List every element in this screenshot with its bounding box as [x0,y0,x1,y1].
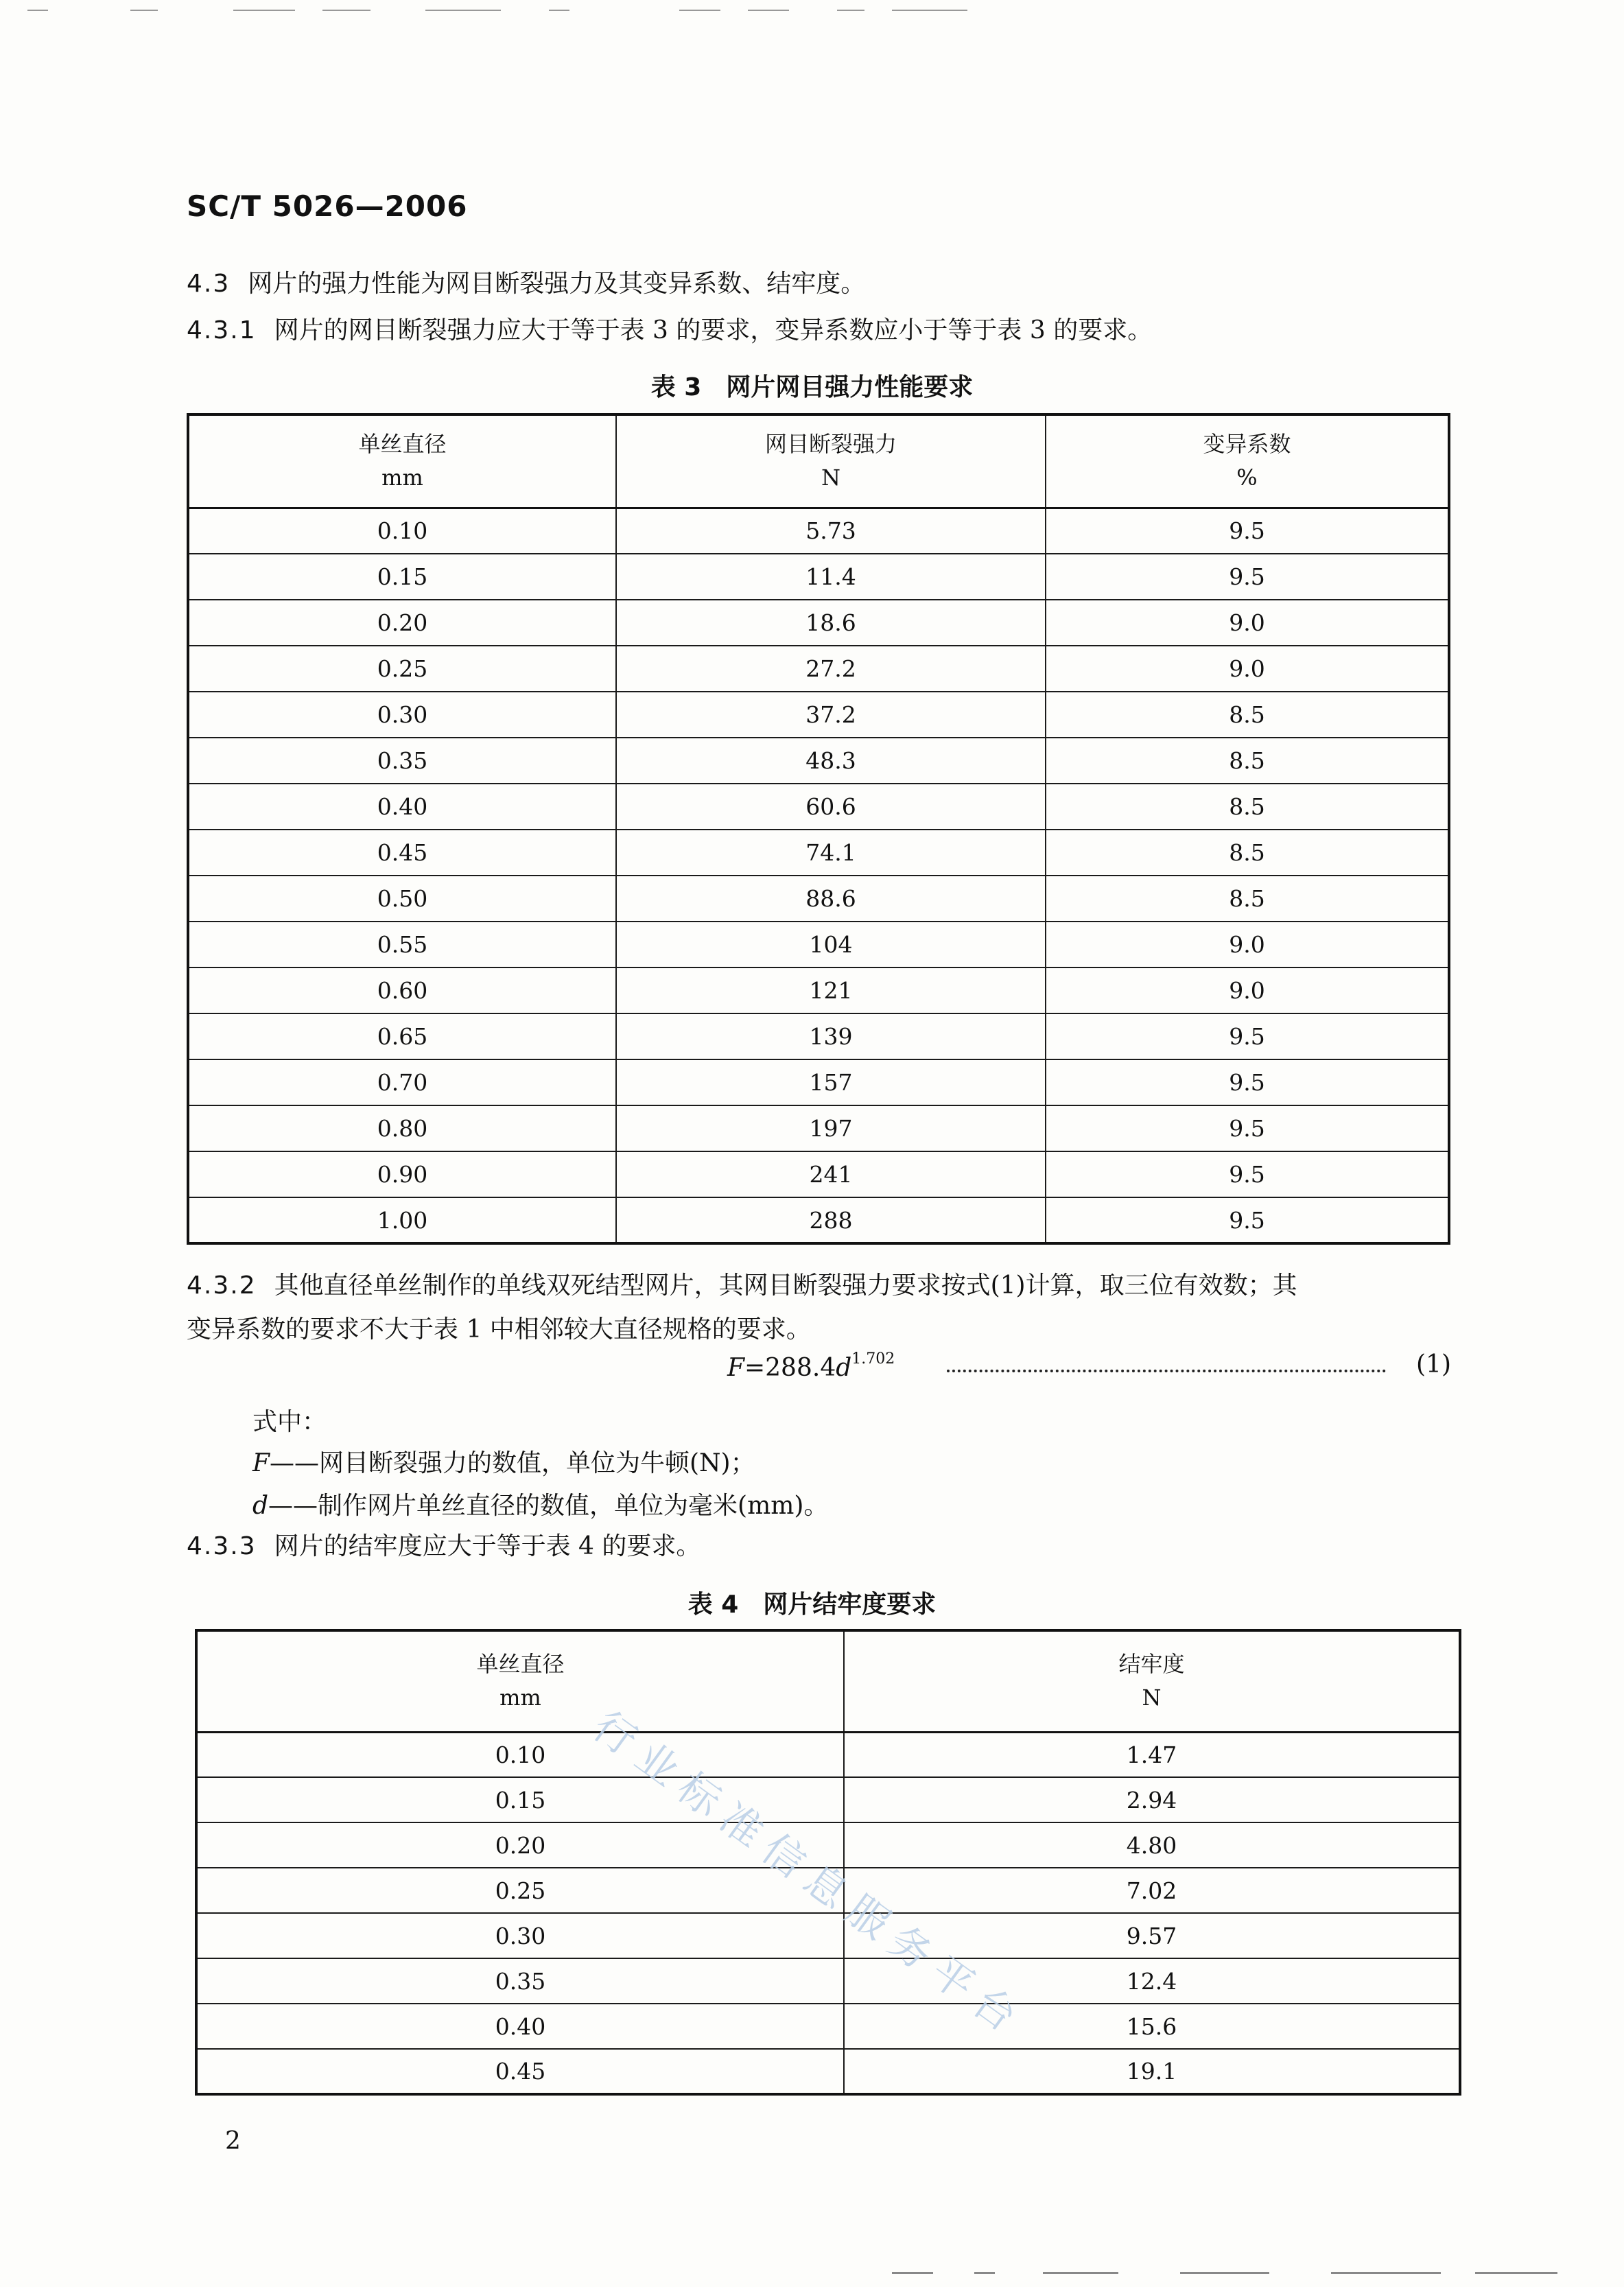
table-row [188,692,1449,738]
formula-1: $F=288.4d^{1.702}$ [727,1350,895,1382]
table-cell: 0.15 [196,1777,844,1822]
table-row [188,967,1449,1013]
formula-var: d [836,1354,852,1382]
table-row [196,1732,1460,1777]
table-cell: 15.6 [844,2004,1460,2049]
table-cell: 8.5 [1046,784,1449,830]
header-name: 变异系数 [1203,430,1291,457]
table-cell: 0.40 [196,2004,844,2049]
table-row [188,830,1449,876]
header-name: 结牢度 [1118,1650,1185,1677]
table-cell: 9.5 [1046,1151,1449,1197]
table4-header-diameter [196,1630,844,1732]
table-cell: 0.30 [196,1913,844,1958]
table-cell: 0.45 [196,2049,844,2094]
table-cell: 0.50 [188,876,616,922]
table-cell: 9.5 [1046,1059,1449,1105]
table-cell: 9.57 [844,1913,1460,1958]
formula-leader-dots [947,1360,1386,1372]
table3-header-row [188,414,1449,508]
section-text: 网片的结牢度应大于等于表 4 的要求。 [274,1532,701,1560]
formula-number: (1) [1416,1350,1451,1379]
table-cell: 27.2 [616,646,1046,692]
table-cell: 0.20 [188,600,616,646]
table-cell: 8.5 [1046,692,1449,738]
table-cell: 0.25 [188,646,616,692]
section-4-3-2-line1 [187,1271,1297,1300]
table-row [188,784,1449,830]
table3-header-breaking-strength [616,414,1046,508]
table-cell: 12.4 [844,1958,1460,2004]
table-row [196,2049,1460,2094]
table-cell: 9.5 [1046,1013,1449,1059]
table-cell: 4.80 [844,1822,1460,1868]
table4-caption-title: 网片结牢度要求 [763,1591,937,1619]
table-cell: 0.30 [188,692,616,738]
table-cell: 1.47 [844,1732,1460,1777]
table-cell: 74.1 [616,830,1046,876]
table4-header-knot-strength [844,1630,1460,1732]
table-cell: 0.35 [188,738,616,784]
table-cell: 104 [616,922,1046,967]
var-symbol: d [252,1492,269,1520]
formula-vars-intro: 式中： [252,1408,327,1436]
table-cell: 8.5 [1046,830,1449,876]
table-cell: 241 [616,1151,1046,1197]
table-cell: 37.2 [616,692,1046,738]
scan-artifact-bottom [892,2272,1583,2275]
table-cell: 48.3 [616,738,1046,784]
table-cell: 7.02 [844,1868,1460,1913]
table-cell: 0.70 [188,1059,616,1105]
table-row [188,554,1449,600]
table-cell: 9.0 [1046,967,1449,1013]
formula-var-item [252,1486,828,1521]
page-number: 2 [225,2127,241,2155]
table-cell: 2.94 [844,1777,1460,1822]
var-symbol: F [252,1449,270,1477]
scan-artifact-top [27,10,1597,14]
table-cell: 139 [616,1013,1046,1059]
section-number: 4.3.2 [187,1271,257,1300]
header-unit: N [1142,1685,1162,1711]
header-name: 网目断裂强力 [764,430,897,457]
var-desc: ——制作网片单丝直径的数值，单位为毫米(mm)。 [268,1492,829,1520]
header-unit: % [1236,465,1258,491]
table-cell: 0.10 [196,1732,844,1777]
section-text: 网片的网目断裂强力应大于等于表 3 的要求，变异系数应小于等于表 3 的要求。 [274,316,1153,344]
table-cell: 0.55 [188,922,616,967]
table-cell: 0.10 [188,508,616,554]
section-number: 4.3.1 [187,316,257,344]
table-row [188,738,1449,784]
table4-header-row [196,1630,1460,1732]
formula-var-item [252,1444,755,1479]
section-text: 网片的强力性能为网目断裂强力及其变异系数、结牢度。 [248,270,866,298]
section-number: 4.3 [187,270,231,298]
section-4-3-1 [187,316,1152,345]
table-cell: 9.5 [1046,1197,1449,1243]
table3-caption-number: 表 3 [650,373,702,401]
header-unit: mm [499,1685,541,1711]
table-cell: 9.5 [1046,554,1449,600]
table-cell: 88.6 [616,876,1046,922]
header-name: 单丝直径 [358,430,447,457]
table-row [188,600,1449,646]
table-cell: 157 [616,1059,1046,1105]
table-cell: 0.15 [188,554,616,600]
table3-caption-title: 网片网目强力性能要求 [726,373,974,401]
table-row [188,876,1449,922]
watermark: 行业标准信息服务平台 [584,1702,1035,2048]
table-row [188,922,1449,967]
table3-caption [0,368,1624,403]
table-cell: 9.0 [1046,600,1449,646]
table-row [188,1197,1449,1243]
table-cell: 0.90 [188,1151,616,1197]
table3 [187,413,1450,1245]
table-cell: 5.73 [616,508,1046,554]
table-cell: 9.5 [1046,1105,1449,1151]
table-cell: 8.5 [1046,738,1449,784]
table-cell: 19.1 [844,2049,1460,2094]
table-row [188,1151,1449,1197]
header-unit: mm [381,465,423,491]
table-cell: 0.80 [188,1105,616,1151]
var-desc: ——网目断裂强力的数值，单位为牛顿(N)； [269,1449,755,1477]
table-row [196,1958,1460,2004]
section-text: 其他直径单丝制作的单线双死结型网片，其网目断裂强力要求按式(1)计算，取三位有效数；其 [274,1271,1297,1300]
section-4-3-3 [187,1532,701,1561]
table-row [196,1777,1460,1822]
document-code-header: SC/T 5026—2006 [187,189,468,223]
table-cell: 9.5 [1046,508,1449,554]
table-cell: 0.35 [196,1958,844,2004]
table-cell: 197 [616,1105,1046,1151]
table-cell: 9.0 [1046,922,1449,967]
table-cell: 0.60 [188,967,616,1013]
table-cell: 60.6 [616,784,1046,830]
table-cell: 11.4 [616,554,1046,600]
table-cell: 1.00 [188,1197,616,1243]
header-unit: N [821,465,840,491]
table3-header-cv [1046,414,1449,508]
formula-coef: 288.4 [765,1354,836,1382]
section-number: 4.3.3 [187,1532,257,1560]
table-cell: 18.6 [616,600,1046,646]
table-cell: 288 [616,1197,1046,1243]
table-cell: 121 [616,967,1046,1013]
header-name: 单丝直径 [476,1650,565,1677]
table-cell: 0.40 [188,784,616,830]
table-cell: 0.25 [196,1868,844,1913]
table-row [188,646,1449,692]
table4-caption-number: 表 4 [687,1591,739,1619]
table-cell: 0.45 [188,830,616,876]
table-cell: 0.20 [196,1822,844,1868]
section-4-3 [187,269,865,298]
table-row [196,2004,1460,2049]
table4-caption [0,1585,1624,1620]
table3-header-diameter [188,414,616,508]
section-4-3-2-line2: 变异系数的要求不大于表 1 中相邻较大直径规格的要求。 [187,1315,811,1344]
table-cell: 8.5 [1046,876,1449,922]
table-row [188,1105,1449,1151]
table-row [188,1013,1449,1059]
table-row [188,1059,1449,1105]
table-cell: 0.65 [188,1013,616,1059]
table-row [188,508,1449,554]
table-cell: 9.0 [1046,646,1449,692]
formula-exponent: 1.702 [851,1350,895,1368]
formula-lhs: F [727,1354,744,1382]
